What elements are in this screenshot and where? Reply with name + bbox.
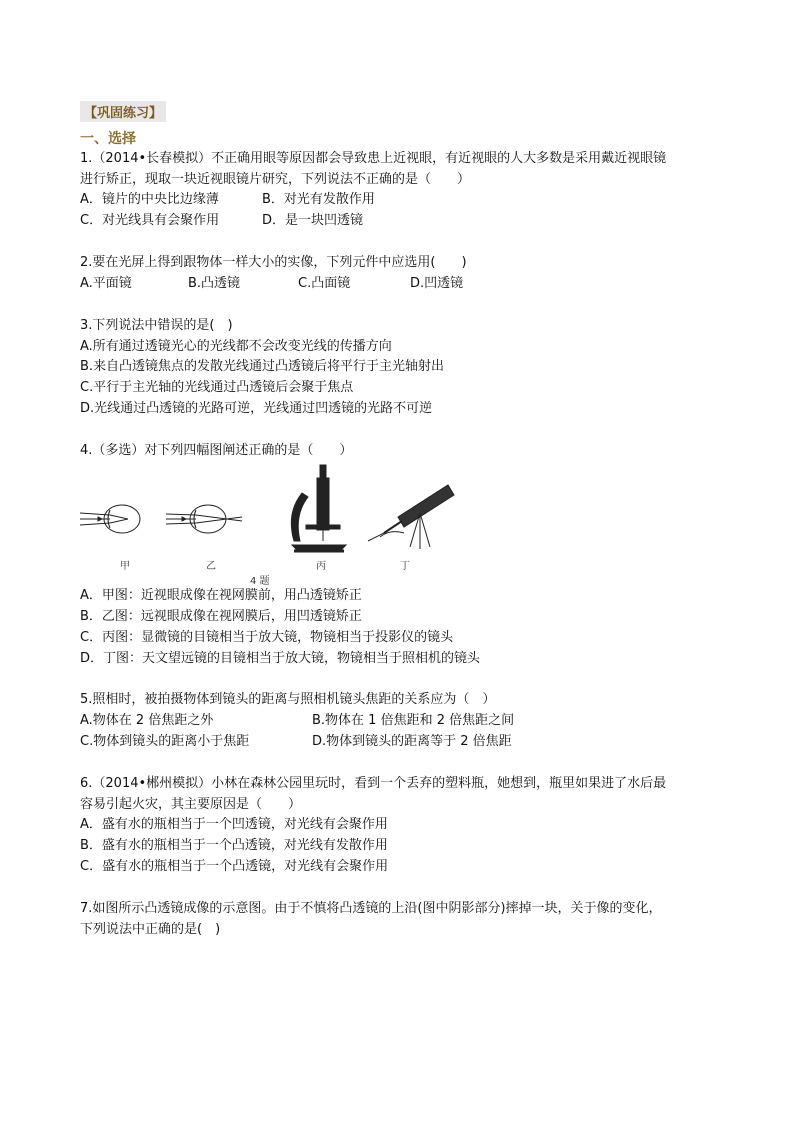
q5-option-d: D.物体到镜头的距离等于 2 倍焦距 [312, 734, 512, 749]
microscope-drawing [291, 465, 346, 551]
q6-option-a: A．盛有水的瓶相当于一个凹透镜，对光线有会聚作用 [80, 817, 388, 832]
optics-illustration [80, 463, 470, 585]
q4-stem: 4.（多选）对下列四幅图阐述正确的是（ ） [80, 443, 353, 458]
q2-stem: 2.要在光屏上得到跟物体一样大小的实像，下列元件中应选用( ) [80, 255, 467, 270]
eye-diagram-jia [80, 505, 140, 533]
figure-label-jia: 甲 [120, 561, 130, 572]
q3-option-b: B.来自凸透镜焦点的发散光线通过凸透镜后将平行于主光轴射出 [80, 359, 445, 374]
q1-option-a: A．镜片的中央比边缘薄 [80, 192, 219, 207]
q1-option-d: D．是一块凹透镜 [262, 213, 364, 228]
q6-option-b: B．盛有水的瓶相当于一个凸透镜，对光线有发散作用 [80, 838, 388, 853]
q7-stem-line2: 下列说法中正确的是( ) [80, 922, 221, 937]
q1-option-b: B．对光有发散作用 [262, 192, 375, 207]
figure-label-bing: 丙 [316, 561, 326, 572]
figure-caption: 4 题 [250, 576, 270, 587]
q5-stem: 5.照相时，被拍摄物体到镜头的距离与照相机镜头焦距的关系应为（ ） [80, 692, 496, 707]
q4-option-b: B．乙图：远视眼成像在视网膜后，用凹透镜矫正 [80, 609, 362, 624]
telescope-drawing [368, 485, 454, 549]
q1-stem-line1: 1.（2014•长春模拟）不正确用眼等原因都会导致患上近视眼，有近视眼的人大多数是采用戴近视眼镜 [80, 151, 667, 166]
q5-option-b: B.物体在 1 倍焦距和 2 倍焦距之间 [312, 713, 515, 728]
q3-stem: 3.下列说法中错误的是( ) [80, 318, 233, 333]
q1-stem-line2: 进行矫正，现取一块近视眼镜片研究，下列说法不正确的是（ ） [80, 172, 471, 187]
q6-stem-line1: 6.（2014•郴州模拟）小林在森林公园里玩时，看到一个丢弃的塑料瓶，她想到，瓶里如果进了水后最 [80, 776, 667, 791]
q3-option-d: D.光线通过凸透镜的光路可逆，光线通过凹透镜的光路不可逆 [80, 401, 433, 416]
q4-option-a: A．甲图：近视眼成像在视网膜前，用凸透镜矫正 [80, 588, 362, 603]
q6-stem-line2: 容易引起火灾，其主要原因是（ ） [80, 797, 302, 812]
figure-label-ding: 丁 [400, 561, 410, 572]
q7-stem-line1: 7.如图所示凸透镜成像的示意图。由于不慎将凸透镜的上沿(图中阴影部分)摔掉一块，关于像的变化， [80, 901, 662, 916]
q2-option-d: D.凹透镜 [410, 276, 464, 291]
q1-option-c: C．对光线具有会聚作用 [80, 213, 220, 228]
section-subheading: 一、选择 [80, 131, 136, 147]
section-heading: 【巩固练习】 [80, 101, 166, 122]
eye-diagram-yi [166, 505, 242, 533]
q5-option-c: C.物体到镜头的距离小于焦距 [80, 734, 250, 749]
q4-option-d: D．丁图：天文望远镜的目镜相当于放大镜，物镜相当于照相机的镜头 [80, 651, 481, 666]
q3-option-c: C.平行于主光轴的光线通过凸透镜后会聚于焦点 [80, 380, 354, 395]
q4-figure [80, 463, 470, 585]
q2-option-b: B.凸透镜 [188, 276, 241, 291]
q4-option-c: C．丙图：显微镜的目镜相当于放大镜，物镜相当于投影仪的镜头 [80, 630, 454, 645]
q2-option-a: A.平面镜 [80, 276, 132, 291]
figure-label-yi: 乙 [206, 561, 216, 572]
q5-option-a: A.物体在 2 倍焦距之外 [80, 713, 214, 728]
q3-option-a: A.所有通过透镜光心的光线都不会改变光线的传播方向 [80, 339, 392, 354]
q6-option-c: C．盛有水的瓶相当于一个凸透镜，对光线有会聚作用 [80, 859, 389, 874]
q2-option-c: C.凸面镜 [298, 276, 351, 291]
